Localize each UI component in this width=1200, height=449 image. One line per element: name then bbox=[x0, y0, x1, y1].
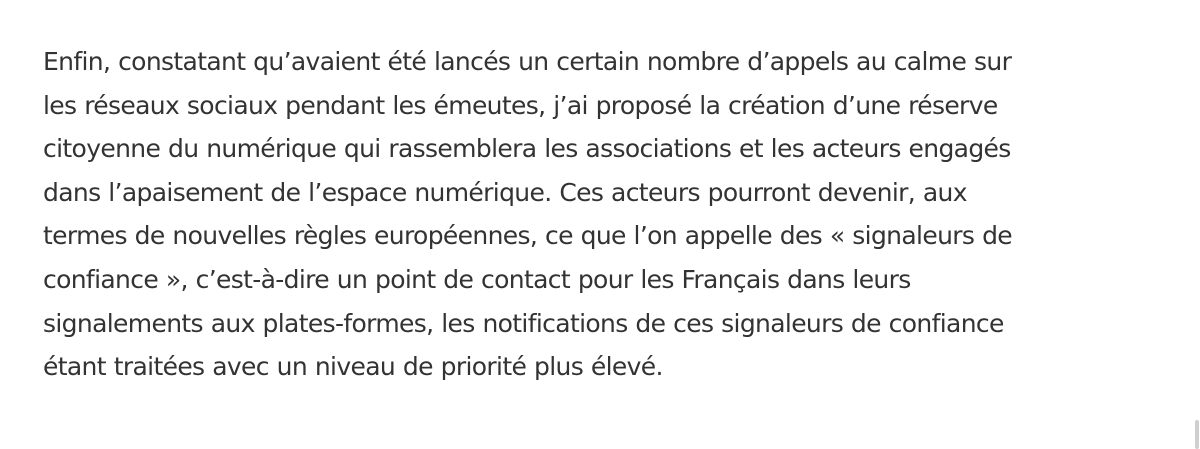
paragraph-line: termes de nouvelles règles européennes, ce que l’on appelle des « signaleurs de bbox=[43, 221, 1013, 251]
scrollbar[interactable] bbox=[1190, 420, 1200, 449]
paragraph-line: citoyenne du numérique qui rassemblera les associations et les acteurs engagés bbox=[43, 134, 1011, 164]
paragraph-line: signalements aux plates-formes, les notifications de ces signaleurs de confiance bbox=[43, 308, 1004, 338]
article-paragraph bbox=[43, 40, 1173, 389]
paragraph-line: étant traitées avec un niveau de priorité plus élevé. bbox=[43, 352, 663, 382]
paragraph-line: dans l’apaisement de l’espace numérique. Ces acteurs pourront devenir, aux bbox=[43, 177, 967, 207]
paragraph-line: Enfin, constatant qu’avaient été lancés un certain nombre d’appels au calme sur bbox=[43, 47, 1012, 76]
scrollbar-thumb[interactable] bbox=[1195, 420, 1199, 449]
paragraph-line: confiance », c’est-à-dire un point de contact pour les Français dans leurs bbox=[43, 264, 911, 294]
paragraph-line: les réseaux sociaux pendant les émeutes, j’ai proposé la création d’une réserve bbox=[43, 90, 998, 120]
